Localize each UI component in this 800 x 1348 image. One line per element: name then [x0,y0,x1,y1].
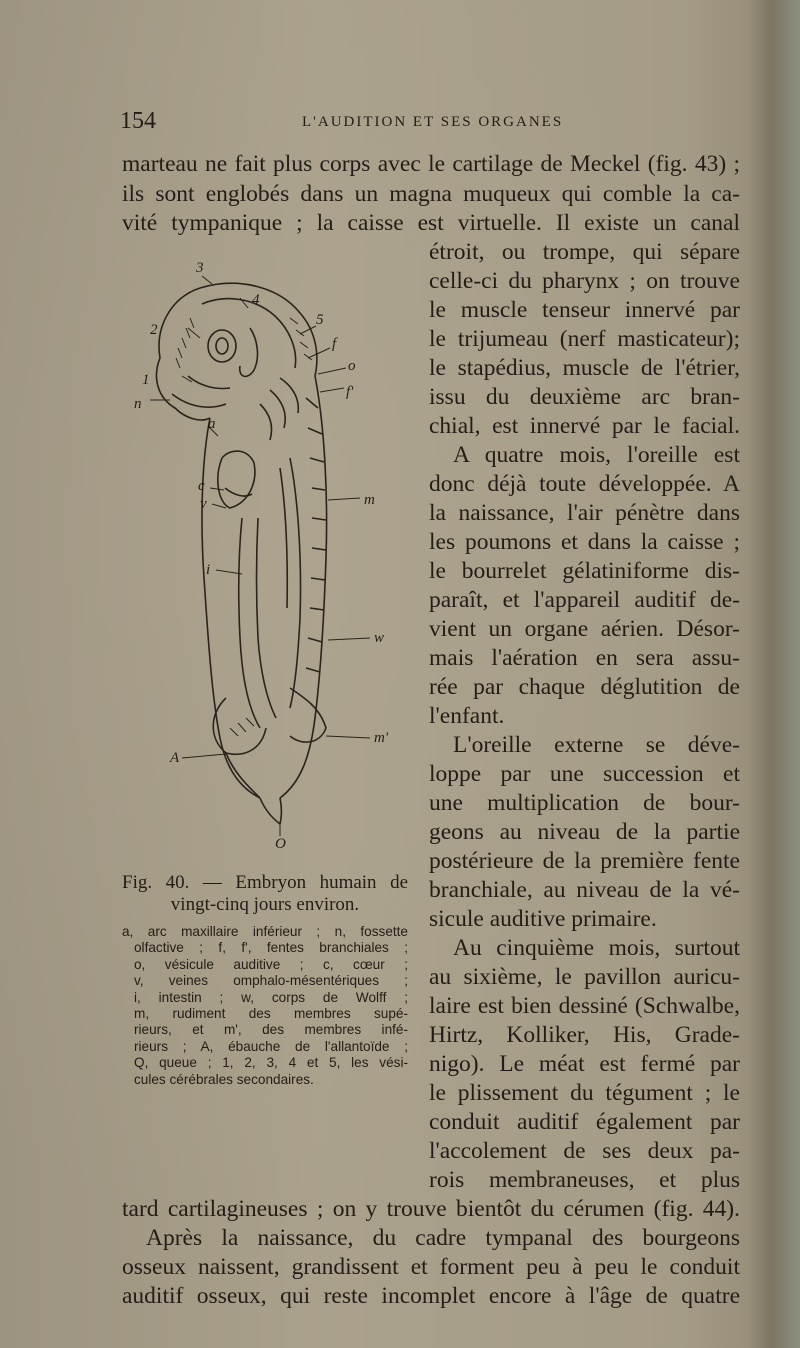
figure-caption-text [122,924,408,1088]
figure-label: o [348,358,356,374]
caption-line: v, veines omphalo-mésentériques ; [134,973,408,989]
body-line: osseux naissent, grandissent et forment peu à peu le conduit [122,1254,740,1280]
body-line: L'oreille externe se déve- [453,732,740,758]
figure-label: w [374,630,385,646]
figure-label: v [200,496,207,512]
figure-label: f [332,336,337,352]
body-line: laire est bien dessiné (Schwalbe, [429,993,740,1019]
body-line: le bourrelet gélatiniforme dis- [429,558,740,584]
body-line: Au cinquième mois, surtout [453,935,740,961]
embryo-drawing [130,258,420,848]
page-number: 154 [120,108,156,134]
body-line: rois membraneuses, et plus [429,1167,740,1193]
body-line: auditif osseux, qui reste incomplet encore à l'âge de quatre [122,1283,740,1309]
caption-line: rieurs, et m', des membres infé- [134,1022,408,1038]
figure-label: f' [346,384,354,400]
body-line: le trijumeau (nerf masticateur); [429,326,740,352]
caption-line: m, rudiment des membres supé- [134,1006,408,1022]
caption-line: cules cérébrales secondaires. [134,1071,314,1087]
figure-label: A [170,750,180,766]
figure-label: n [134,396,142,412]
embryo-illustration [130,258,420,848]
body-line: Après la naissance, du cadre tympanal des bourgeons [146,1225,740,1251]
body-line: vité tympanique ; la caisse est virtuelle. Il existe un canal [122,210,740,236]
body-line: Hirtz, Kolliker, His, Grade- [429,1022,740,1048]
body-line: postérieure de la première fente [429,848,740,874]
page-header [120,108,740,138]
body-line: une multiplication de bour- [429,790,740,816]
figure-label: m [364,492,375,508]
body-line: paraît, et l'appareil auditif de- [429,587,740,613]
body-line: les poumons et dans la caisse ; [429,529,740,555]
figure-caption-title: vingt-cinq jours environ. [170,894,360,915]
figure-label: c [198,478,205,494]
figure-caption-title: Fig. 40. — Embryon humain de [122,872,408,893]
running-head: L'AUDITION ET SES ORGANES [302,114,564,130]
figure-label: 3 [196,260,204,276]
figure-label: 4 [252,292,260,308]
figure-label: a [208,416,216,432]
body-line: A quatre mois, l'oreille est [453,442,740,468]
figure-label: i [206,562,211,578]
page-edge-shadow [748,0,800,1348]
body-line: issu du deuxième arc bran- [429,384,740,410]
body-line: étroit, ou trompe, qui sépare [429,239,740,265]
caption-line: Q, queue ; 1, 2, 3, 4 et 5, les vési- [134,1055,408,1071]
body-line: geons au niveau de la partie [429,819,740,845]
body-line: chial, est innervé par le facial. [429,413,740,439]
body-line: conduit auditif également par [429,1109,740,1135]
body-line: loppe par une succession et [429,761,740,787]
body-line: mais l'aération en sera assu- [429,645,740,671]
figure-label: Q [275,836,286,848]
caption-line: a, arc maxillaire inférieur ; n, fossette [122,924,408,939]
figure-label: 1 [142,372,150,388]
body-line: l'enfant. [429,703,505,729]
figure-label: 2 [150,322,158,338]
body-line: celle-ci du pharynx ; on trouve [429,268,740,294]
body-line: la naissance, l'air pénètre dans [429,500,740,526]
body-line: tard cartilagineuses ; on y trouve bientôt du cérumen (fig. 44). [122,1196,740,1222]
body-line: donc déjà toute développée. A [429,471,740,497]
body-line: le muscle tenseur innervé par [429,297,740,323]
body-line: le plissement du tégument ; le [429,1080,740,1106]
body-line: branchiale, au niveau de la vé- [429,877,740,903]
body-line: marteau ne fait plus corps avec le cartilage de Meckel (fig. 43) ; [122,151,740,177]
body-line: ils sont englobés dans un magna muqueux qui comble la ca- [122,181,740,207]
body-line: le stapédius, muscle de l'étrier, [429,355,740,381]
body-line: nigo). Le méat est fermé par [429,1051,740,1077]
body-line: au sixième, le pavillon auricu- [429,964,740,990]
caption-line: rieurs ; A, ébauche de l'allantoïde ; [134,1038,408,1054]
body-line: vient un organe aérien. Désor- [429,616,740,642]
caption-line: i, intestin ; w, corps de Wolff ; [134,989,408,1005]
body-line: l'accolement de ses deux pa- [429,1138,740,1164]
body-line: rée par chaque déglutition de [429,674,740,700]
caption-line: o, vésicule auditive ; c, cœur ; [134,956,408,972]
figure-label: m' [374,730,389,746]
figure-label: 5 [316,312,324,328]
body-line: sicule auditive primaire. [429,906,657,932]
caption-line: olfactive ; f, f', fentes branchiales ; [134,940,408,956]
